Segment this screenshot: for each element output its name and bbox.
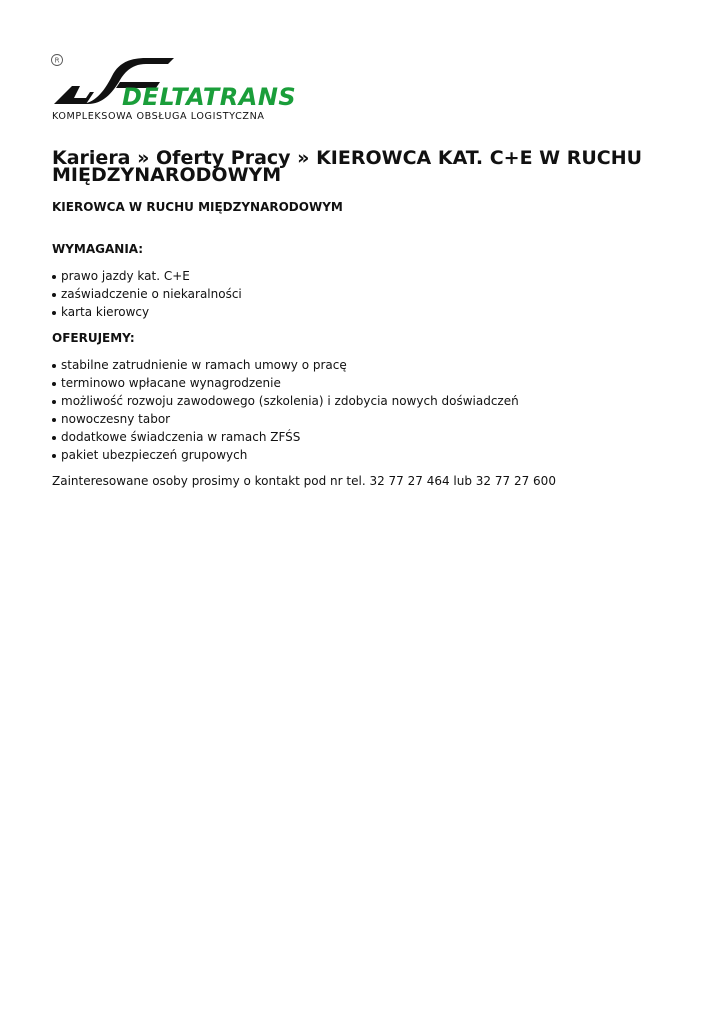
offer-item: dodatkowe świadczenia w ramach ZFŚS — [52, 428, 672, 446]
registered-mark-glyph: R — [54, 56, 60, 65]
requirements-heading: WYMAGANIA: — [52, 242, 144, 256]
contact-info: Zainteresowane osoby prosimy o kontakt pod nr tel. 32 77 27 464 lub 32 77 27 600 — [52, 474, 556, 488]
offer-list — [52, 356, 672, 464]
page-title — [52, 147, 672, 186]
logo-brand-text: DELTATRANS — [122, 83, 297, 111]
job-subtitle: KIEROWCA W RUCHU MIĘDZYNARODOWYM — [52, 200, 343, 214]
offer-heading: OFERUJEMY: — [52, 331, 135, 345]
deltatrans-logo-graphic — [50, 52, 380, 124]
job-offer-content — [52, 147, 672, 488]
breadcrumb-kariera[interactable]: Kariera — [52, 147, 131, 169]
breadcrumb-current: KIEROWCA KAT. C+E W RUCHU MIĘDZYNARODOWYM — [52, 147, 643, 186]
requirements-list — [52, 267, 672, 321]
requirement-item: karta kierowcy — [52, 303, 672, 321]
offer-item: możliwość rozwoju zawodowego (szkolenia) i zdobycia nowych doświadczeń — [52, 392, 672, 410]
company-logo — [50, 52, 380, 124]
offer-item: stabilne zatrudnienie w ramach umowy o pracę — [52, 356, 672, 374]
logo-tagline: KOMPLEKSOWA OBSŁUGA LOGISTYCZNA — [52, 111, 265, 122]
breadcrumb-separator: » — [130, 147, 157, 169]
requirement-item: prawo jazdy kat. C+E — [52, 267, 672, 285]
offer-item: nowoczesny tabor — [52, 410, 672, 428]
requirement-item: zaświadczenie o niekaralności — [52, 285, 672, 303]
breadcrumb-separator: » — [290, 147, 317, 169]
breadcrumb-oferty-pracy[interactable]: Oferty Pracy — [156, 147, 291, 169]
offer-item: pakiet ubezpieczeń grupowych — [52, 446, 672, 464]
offer-item: terminowo wpłacane wynagrodzenie — [52, 374, 672, 392]
logo-swoosh-left — [54, 86, 94, 104]
